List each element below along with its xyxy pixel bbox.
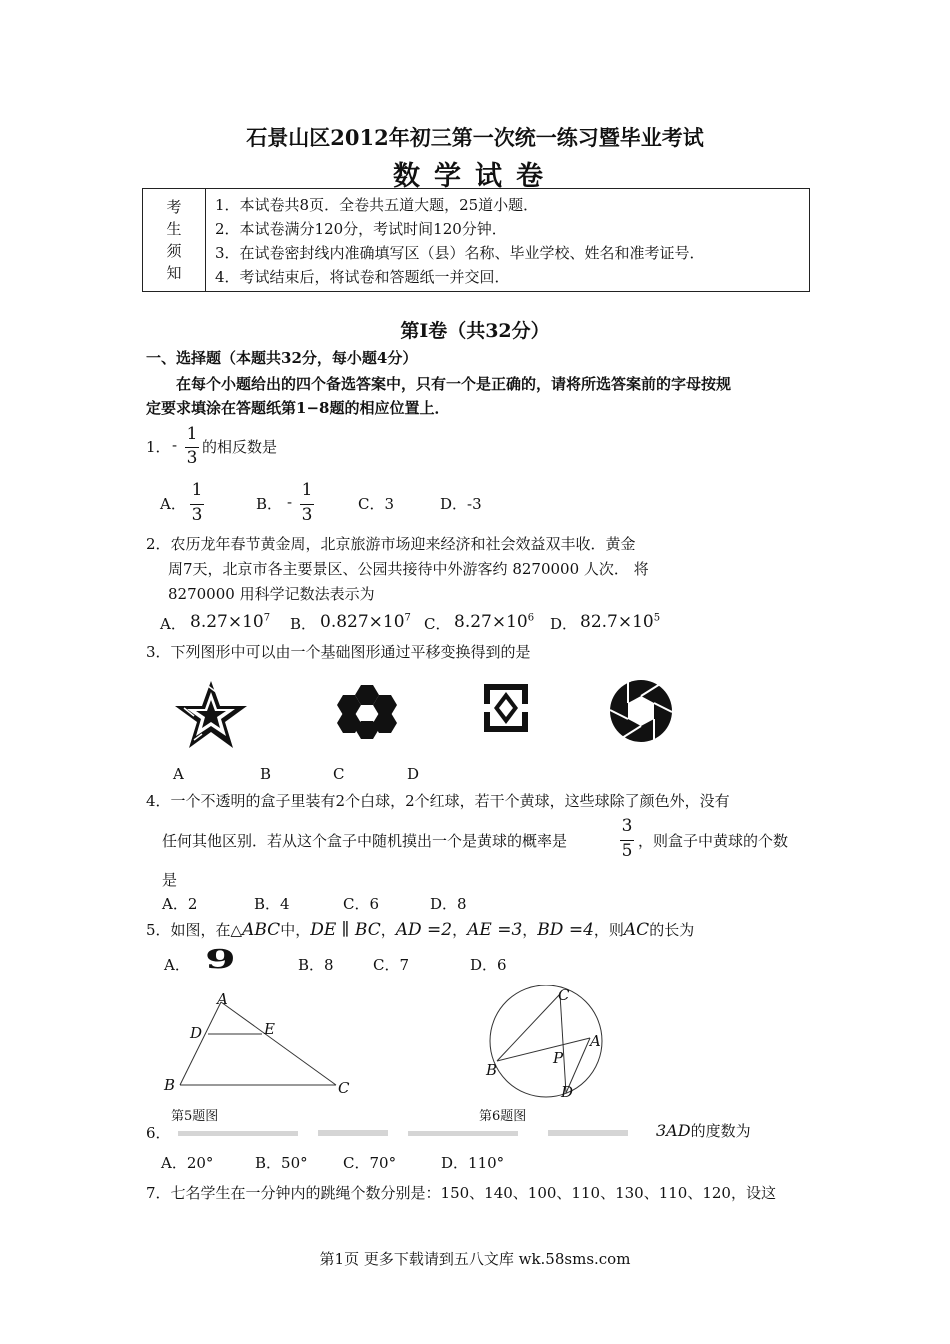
q1-number: 1． bbox=[146, 438, 171, 456]
section-heading: 一、选择题（本题共32分，每小题4分） bbox=[146, 349, 418, 367]
q5-comma: ， bbox=[522, 921, 538, 939]
q1-minus: - bbox=[172, 436, 178, 454]
q6-obscured-text bbox=[168, 1128, 638, 1139]
notice-label-char: 须 bbox=[166, 242, 182, 260]
q2-c-exp: 6 bbox=[527, 612, 535, 624]
q2-a-value: 8.27×10 bbox=[190, 612, 264, 632]
q2-d bbox=[580, 612, 660, 632]
q4-choice: A．2 bbox=[162, 895, 198, 913]
q5-d: D．6 bbox=[470, 956, 507, 974]
fig5-label-d: D bbox=[190, 1024, 203, 1042]
q5-prefix: 5．如图，在△ bbox=[146, 921, 243, 939]
fig5-label-a: A bbox=[217, 990, 228, 1008]
fig6-label-d: D bbox=[561, 1083, 574, 1101]
q3-figure-b-hexagons-icon bbox=[334, 683, 400, 741]
q2-a bbox=[190, 612, 270, 632]
q1-fraction-den: 3 bbox=[186, 448, 198, 468]
q4-line: 是 bbox=[162, 871, 178, 889]
instruction-line: 定要求填涂在答题纸第1−8题的相应位置上． bbox=[146, 399, 450, 417]
q3-label: C bbox=[333, 765, 345, 783]
q6-choice: B．50° bbox=[255, 1154, 308, 1172]
notice-item: 1．本试卷共8页．全卷共五道大题，25道小题． bbox=[215, 196, 539, 214]
q1-d: D．-3 bbox=[440, 495, 482, 513]
q1-fraction-num: 1 bbox=[186, 424, 198, 444]
q5-b: B．8 bbox=[298, 956, 334, 974]
notice-items bbox=[215, 193, 705, 289]
q1-a-den: 3 bbox=[191, 505, 203, 525]
q1-b-den: 3 bbox=[301, 505, 313, 525]
q6-choice: C．70° bbox=[343, 1154, 397, 1172]
q2-line: 周7天，北京市各主要景区、公园共接待中外游客约 8270000 人次． 将 bbox=[168, 560, 649, 578]
fig6-caption: 第6题图 bbox=[479, 1109, 527, 1124]
q4-fraction-num: 3 bbox=[621, 816, 633, 836]
q4-line: 4．一个不透明的盒子里装有2个白球，2个红球，若干个黄球，这些球除了颜色外，没有 bbox=[146, 792, 730, 810]
page-footer: 第1页 更多下载请到五八文库 wk.58sms.com bbox=[319, 1250, 631, 1268]
fig6-label-p: P bbox=[553, 1049, 564, 1067]
q3-label: A bbox=[173, 765, 184, 783]
fig5-label-c: C bbox=[338, 1079, 350, 1097]
q5-a-value: 9 bbox=[205, 945, 236, 975]
fig6-label-b: B bbox=[486, 1061, 498, 1079]
q2-d-label: D． bbox=[550, 615, 578, 633]
notice-label bbox=[143, 189, 206, 291]
exam-subtitle: 数学试卷 bbox=[393, 161, 557, 192]
instruction-line: 在每个小题给出的四个备选答案中，只有一个是正确的，请将所选答案前的字母按规 bbox=[176, 375, 732, 393]
q4-choice: D．8 bbox=[430, 895, 467, 913]
q4-fraction-den: 5 bbox=[621, 841, 633, 861]
q4-line: 任何其他区别．若从这个盒子中随机摸出一个是黄球的概率是 bbox=[162, 832, 568, 850]
q1-b-minus: - bbox=[287, 493, 293, 511]
q1-a-label: A． bbox=[160, 495, 186, 513]
q3-label: D bbox=[407, 765, 420, 783]
q4-line: ，则盒子中黄球的个数 bbox=[638, 832, 789, 850]
q2-line: 8270000 用科学记数法表示为 bbox=[168, 585, 375, 603]
q5-tail: ，则 bbox=[593, 921, 624, 939]
notice-label-char: 考 bbox=[166, 198, 182, 216]
q1-a-num: 1 bbox=[191, 480, 203, 500]
q3-figure-d-shutter-icon bbox=[608, 678, 674, 744]
q3-label: B bbox=[260, 765, 272, 783]
q5-cond: BD =4 bbox=[537, 920, 594, 940]
notice-label-char: 生 bbox=[166, 220, 182, 238]
fig5-label-e: E bbox=[264, 1020, 275, 1038]
q5-abc: ABC bbox=[242, 920, 281, 940]
q2-c-label: C． bbox=[424, 615, 451, 633]
notice-box bbox=[142, 188, 810, 292]
q6-tail bbox=[656, 1120, 751, 1141]
q2-b bbox=[320, 612, 411, 632]
q2-b-value: 0.827×10 bbox=[320, 612, 405, 632]
q2-a-exp: 7 bbox=[263, 612, 271, 624]
q7-line: 7．七名学生在一分钟内的跳绳个数分别是：150、140、100、110、130、110、120，设这 bbox=[146, 1184, 776, 1202]
q5-cond: AE =3 bbox=[467, 920, 523, 940]
q6-number: 6． bbox=[146, 1124, 171, 1142]
q1-text: 的相反数是 bbox=[202, 438, 278, 456]
q5-tail: 的长为 bbox=[649, 921, 695, 939]
q5-stem bbox=[146, 919, 694, 940]
part-title: 第Ⅰ卷（共32分） bbox=[400, 320, 550, 342]
q4-choice: C．6 bbox=[343, 895, 380, 913]
q2-a-label: A． bbox=[160, 615, 186, 633]
q5-a-label: A． bbox=[164, 956, 190, 974]
fig6-label-a: A bbox=[590, 1032, 601, 1050]
q3-figure-a-star-icon bbox=[172, 678, 250, 752]
q2-b-exp: 7 bbox=[404, 612, 411, 624]
q6-tail-text: 的度数为 bbox=[690, 1122, 751, 1140]
q6-choice: A．20° bbox=[161, 1154, 214, 1172]
q5-comma: ， bbox=[380, 921, 396, 939]
notice-item: 3．在试卷密封线内准确填写区（县）名称、毕业学校、姓名和准考证号． bbox=[215, 244, 705, 262]
q1-b-num: 1 bbox=[301, 480, 313, 500]
q2-d-value: 82.7×10 bbox=[580, 612, 654, 632]
notice-label-char: 知 bbox=[166, 264, 182, 282]
q5-cond: AD =2 bbox=[395, 920, 453, 940]
q4-choice: B．4 bbox=[254, 895, 290, 913]
q2-line: 2．农历龙年春节黄金周，北京旅游市场迎来经济和社会效益双丰收．黄金 bbox=[146, 535, 636, 553]
q6-choice: D．110° bbox=[441, 1154, 505, 1172]
q2-d-exp: 5 bbox=[653, 612, 661, 624]
q1-c: C．3 bbox=[358, 495, 395, 513]
notice-item: 2．本试卷满分120分，考试时间120分钟． bbox=[215, 220, 507, 238]
q3-text: 3．下列图形中可以由一个基础图形通过平移变换得到的是 bbox=[146, 643, 531, 661]
q3-figure-c-square-pattern-icon bbox=[482, 682, 530, 734]
exam-title: 石景山区2012年初三第一次统一练习暨毕业考试 bbox=[246, 125, 704, 150]
fig6-label-c: C bbox=[558, 986, 570, 1004]
q2-b-label: B． bbox=[290, 615, 317, 633]
q2-c-value: 8.27×10 bbox=[454, 612, 528, 632]
q2-c bbox=[454, 612, 534, 632]
q1-b-label: B． bbox=[256, 495, 283, 513]
q5-in: 中， bbox=[280, 921, 311, 939]
q6-angle: 3AD bbox=[656, 1121, 691, 1140]
q5-c: C．7 bbox=[373, 956, 410, 974]
notice-item: 4．考试结束后，将试卷和答题纸一并交回． bbox=[215, 268, 510, 286]
fig5-caption: 第5题图 bbox=[171, 1109, 219, 1124]
q5-cond: DE ∥ BC bbox=[310, 920, 381, 940]
fig5-label-b: B bbox=[164, 1076, 176, 1094]
q5-ac: AC bbox=[623, 920, 650, 940]
q5-comma: ， bbox=[452, 921, 468, 939]
